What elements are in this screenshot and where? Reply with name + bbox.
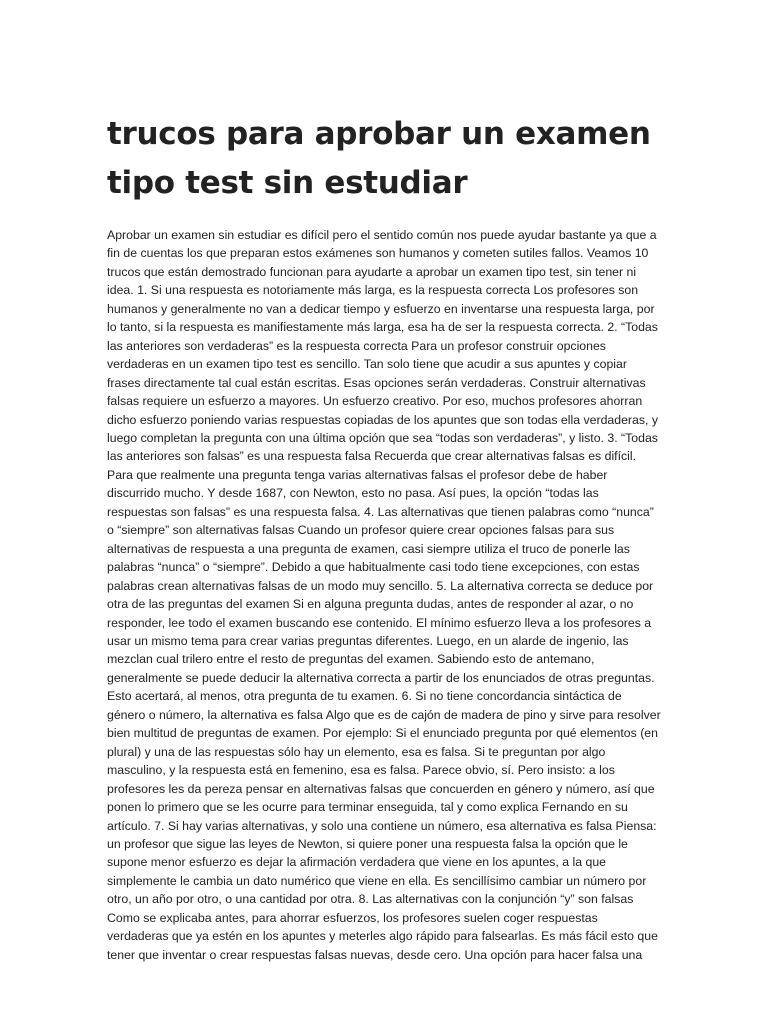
document-title: trucos para aprobar un examen tipo test sin estudiar [107,116,651,201]
document-body-text: Aprobar un examen sin estudiar es difícil pero el sentido común nos puede ayudar bastante ya que a fin de cuentas los que preparan estos exámenes son humanos y cometen sutiles fallos. Veamos 10 trucos que están demostrado funcionan para ayudarte a aprobar un examen tipo test, sin tener ni idea. 1. Si una respuesta es notoriamente más larga, es la respuesta correcta Los profesores son humanos y generalmente no van a dedicar tiempo y esfuerzo en inventarse una respuesta larga, por lo tanto, si la respuesta es manifiestamente más larga, esa ha de ser la respuesta correcta. 2. “Todas las anteriores son verdaderas” es la respuesta correcta Para un profesor construir opciones verdaderas en un examen tipo test es sencillo. Tan solo tiene que acudir a sus apuntes y copiar frases directamente tal cual están escritas. Esas opciones serán verdaderas. Construir alternativas falsas requiere un esfuerzo a mayores. Un esfuerzo creativo. Por eso, muchos profesores ahorran dicho esfuerzo poniendo varias respuestas copiadas de los apuntes que son todas ella verdaderas, y luego completan la pregunta con una última opción que sea “todas son verdaderas”, y listo. 3. “Todas las anteriores son falsas” es una respuesta falsa Recuerda que crear alternativas falsas es difícil. Para que realmente una pregunta tenga varias alternativas falsas el profesor debe de haber discurrido mucho. Y desde 1687, con Newton, esto no pasa. Así pues, la opción “todas las respuestas son falsas” es una respuesta falsa. 4. Las alternativas que tienen palabras como “nunca” o “siempre” son alternativas falsas Cuando un profesor quiere crear opciones falsas para sus alternativas de respuesta a una pregunta de examen, casi siempre utiliza el truco de ponerle las palabras “nunca” o “siempre”. Debido a que habitualmente casi todo tiene excepciones, con estas palabras crean alternativas falsas de un modo muy sencillo. 5. La alternativa correcta se deduce por otra de las preguntas del examen Si en alguna pregunta dudas, antes de responder al azar, o no responder, lee todo el examen buscando ese contenido. El mínimo esfuerzo lleva a los profesores a usar un mismo tema para crear varias preguntas diferentes. Luego, en un alarde de ingenio, las mezclan cual trilero entre el resto de preguntas del examen. Sabiendo esto de antemano, generalmente se puede deducir la alternativa correcta a partir de los enunciados de otras preguntas. Esto acertará, al menos, otra pregunta de tu examen. 6. Si no tiene concordancia sintáctica de género o número, la alternativa es falsa Algo que es de cajón de madera de pino y sirve para resolver bien multitud de preguntas de examen. Por ejemplo: Si el enunciado pregunta por qué elementos (en plural) y una de las respuestas sólo hay un elemento, esa es falsa. Si te preguntan por algo masculino, y la respuesta está en femenino, esa es falsa. Parece obvio, sí. Pero insisto: a los profesores les da pereza pensar en alternativas falsas que concuerden en género y número, así que ponen lo primero que se les ocurre para terminar enseguida, tal y como explica Fernando en su artículo. 7. Si hay varias alternativas, y solo una contiene un número, esa alternativa es falsa Piensa: un profesor que sigue las leyes de Newton, si quiere poner una respuesta falsa la opción que le supone menor esfuerzo es dejar la afirmación verdadera que viene en los apuntes, a la que simplemente le cambia un dato numérico que viene en ella. Es sencillísimo cambiar un número por otro, un año por otro, o una cantidad por otra. 8. Las alternativas con la conjunción “y” son falsas Como se explicaba antes, para ahorrar esfuerzos, los profesores suelen coger respuestas verdaderas que ya estén en los apuntes y meterles algo rápido para falsearlas. Es más fácil esto que tener que inventar o crear respuestas falsas nuevas, desde cero. Una opción para hacer falsa una [107,228,661,962]
